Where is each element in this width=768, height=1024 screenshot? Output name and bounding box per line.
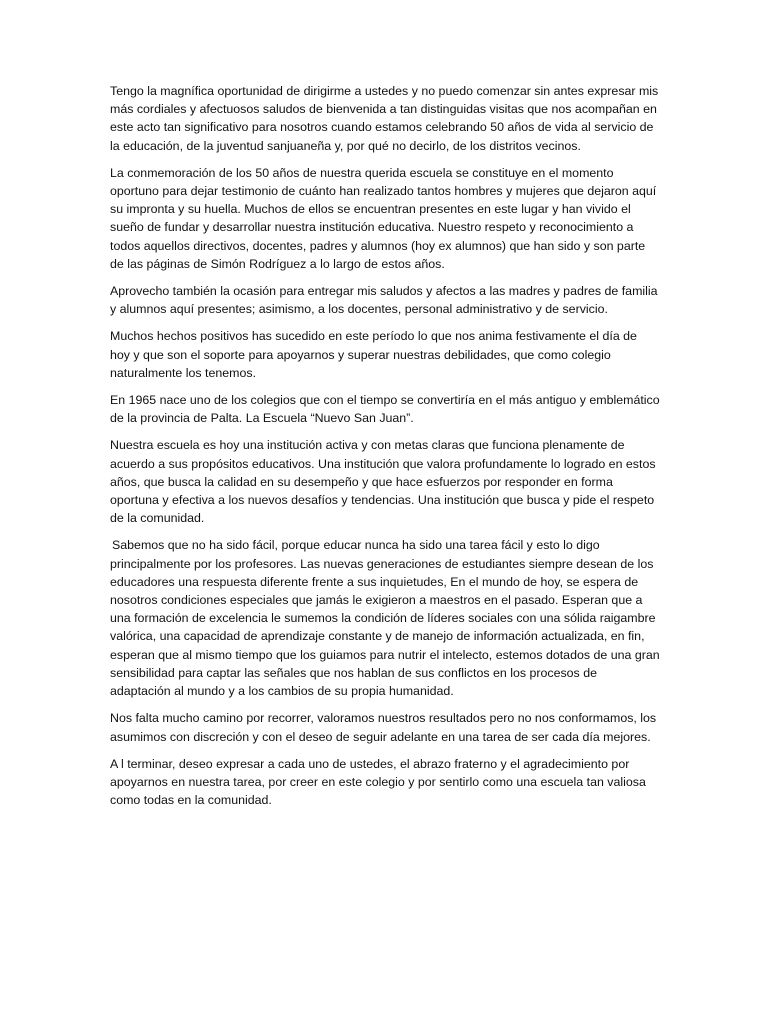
- document-body: [110, 82, 660, 818]
- paragraph-institution: Nuestra escuela es hoy una institución activa y con metas claras que funciona plenamente de acuerdo a sus propósitos educativos. Una institución que valora profundamente lo logrado en estos años, que busca la calidad en su desempeño y que hace esfuerzos por responder en forma oportuna y efectiva a los nuevos desafíos y tendencias. Una institución que busca y pide el respeto de la comunidad.: [110, 438, 656, 526]
- paragraph-history: En 1965 nace uno de los colegios que con el tiempo se convertiría en el más antiguo y emblemático de la provincia de Palta. La Escuela “Nuevo San Juan”.: [110, 393, 660, 426]
- paragraph-closing: A l terminar, deseo expresar a cada uno de ustedes, el abrazo fraterno y el agradecimiento por apoyarnos en nuestra tarea, por creer en este colegio y por sentirlo como una escuela tan valiosa como todas en la comunidad.: [110, 756, 646, 808]
- paragraph-road-ahead: Nos falta mucho camino por recorrer, valoramos nuestros resultados pero no nos conformamos, los asumimos con discreción y con el deseo de seguir adelante en una tarea de ser cada día mejores.: [110, 711, 657, 744]
- paragraph-thanks-families: Aprovecho también la ocasión para entregar mis saludos y afectos a las madres y padres de familia y alumnos aquí presentes; asimismo, a los docentes, personal administrativo y de servicio.: [110, 284, 658, 317]
- paragraph-challenges: Sabemos que no ha sido fácil, porque educar nunca ha sido una tarea fácil y esto lo digo principalmente por los profesores. Las nuevas generaciones de estudiantes siempre desean de los educadores una respuesta diferente frente a sus inquietudes, En el mundo de hoy, se espera de nosotros condiciones especiales que jamás le exigieron a maestros en el pasado. Esperan que a una formación de excelencia le sumemos la condición de líderes sociales con una sólida raigambre valórica, una capacidad de aprendizaje constante y de manejo de información actualizada, en fin, esperan que al mismo tiempo que los guiamos para nutrir el intelecto, estemos dotados de una gran sensibilidad para captar las señales que nos hablan de sus conflictos en los procesos de adaptación al mundo y a los cambios de su propia humanidad.: [110, 538, 660, 699]
- paragraph-greeting: Tengo la magnífica oportunidad de dirigirme a ustedes y no puedo comenzar sin antes expresar mis más cordiales y afectuosos saludos de bienvenida a tan distinguidas visitas que nos acompañan en este acto tan significativo para nosotros cuando estamos celebrando 50 años de vida al servicio de la educación, de la juventud sanjuaneña y, por qué no decirlo, de los distritos vecinos.: [110, 84, 659, 153]
- paragraph-positive-facts: Muchos hechos positivos has sucedido en este período lo que nos anima festivamente el día de hoy y que son el soporte para apoyarnos y superar nuestras debilidades, que como colegio naturalmente los tenemos.: [110, 329, 637, 380]
- paragraph-anniversary: La conmemoración de los 50 años de nuestra querida escuela se constituye en el momento oportuno para dejar testimonio de cuánto han realizado tantos hombres y mujeres que dejaron aquí su impronta y su huella. Muchos de ellos se encuentran presentes en este lugar y han vivido el sueño de fundar y desarrollar nuestra institución educativa. Nuestro respeto y reconocimiento a todos aquellos directivos, docentes, padres y alumnos (hoy ex alumnos) que han sido y son parte de las páginas de Simón Rodríguez a lo largo de estos años.: [110, 165, 657, 271]
